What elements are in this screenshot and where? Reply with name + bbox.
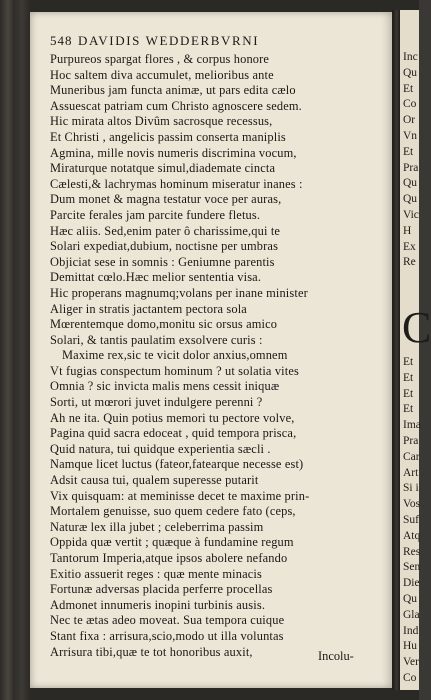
text-line: Agmina, mille novis numeris discrimina vocum, [50, 145, 297, 160]
facing-line-fragment: Pra [403, 161, 419, 174]
facing-line-fragment: Qu [403, 592, 418, 605]
text-line: Hic properans magnumq;volans per inane minister [50, 285, 308, 300]
text-line: Sorti, ut mœrori juvet indulgere perenni ? [50, 395, 263, 410]
poem-text [50, 52, 390, 660]
text-line: Hoc saltem diva accumulet, melioribus ante [50, 67, 274, 82]
catchword: Incolu- [318, 649, 354, 663]
facing-line-fragment: Vos [403, 498, 421, 511]
facing-line-fragment: Et [403, 403, 414, 416]
text-line: Fortunæ adversas placida perferre procellas [50, 582, 273, 597]
facing-line-fragment: Et [403, 387, 414, 400]
text-line: Purpureos spargat flores , & corpus honore [50, 52, 270, 66]
facing-line-fragment: Et [403, 145, 414, 158]
text-line: Stant fixa : arrisura,scio,modo ut illa voluntas [50, 628, 284, 643]
text-line: Oppida quæ vertit ; quæque à fundamine regum [50, 535, 294, 550]
facing-page-upper-text [403, 50, 425, 271]
facing-line-fragment: Et [403, 371, 414, 384]
facing-line-fragment: Hu [403, 640, 418, 653]
text-line: Maxime rex,sic te vicit dolor anxius,omnem [62, 348, 288, 363]
text-line: Solari expediat,dubium, noctisne per umbras [50, 239, 279, 254]
text-line: Nec te ætas adeo moveat. Sua tempora cuique [50, 613, 285, 628]
text-line: Solari, & tantis paulatim exsolvere curis : [50, 332, 263, 347]
facing-line-fragment: Vn [403, 129, 418, 142]
facing-line-fragment: Ex [403, 240, 416, 253]
text-line: Aliger in stratis jactantem pectora sola [50, 301, 247, 316]
facing-page-initial: C [402, 303, 431, 352]
text-line: Hæc aliis. Sed,enim pater ô charissime,qui te [50, 223, 281, 238]
text-line: Admonet innumeris inopini turbinis ausis. [50, 597, 266, 612]
facing-line-fragment: Si i [403, 482, 419, 495]
text-line: Dum monet & magna testatur voce per auras, [50, 192, 282, 207]
facing-line-fragment: Suf [403, 513, 419, 526]
facing-line-fragment: Et [403, 356, 414, 368]
facing-line-fragment: Qu [403, 193, 418, 206]
facing-line-fragment: Sen [403, 561, 421, 574]
running-head: DAVIDIS WEDDERBVRNI [78, 33, 260, 48]
facing-page-lower-text [403, 355, 425, 687]
facing-line-fragment: Vic [403, 208, 419, 221]
facing-line-fragment: Die [403, 577, 420, 590]
text-line: Exitio assuerit reges : quæ mente minacis [50, 566, 262, 581]
text-line: Pagina quid sacra edoceat , quid tempora prisca, [50, 426, 297, 441]
text-line: Tantorum Imperia,atque ipsos abolere nefando [50, 551, 288, 565]
book-gutter [392, 10, 400, 690]
text-line: Et Christi , angelicis passim conserta maniplis [50, 129, 286, 144]
page-header [50, 33, 382, 51]
facing-line-fragment: Res [403, 545, 421, 558]
text-line: Namque licet luctus (fateor,fatearque necesse est) [50, 457, 304, 472]
text-line: Parcite ferales jam parcite fundere fletus. [50, 207, 261, 222]
facing-line-fragment: H [403, 224, 412, 237]
text-line: Hic mirata altos Divûm sacrosque recessus, [50, 114, 273, 129]
text-line: Ah ne ita. Quin potius memori tu pectore volve, [50, 410, 295, 425]
text-line: Vix quisquam: at meminisse decet te maxime prin- [50, 488, 310, 503]
facing-line-fragment: Ind [403, 624, 419, 637]
facing-line-fragment: Atq [403, 529, 421, 542]
text-line: Arrisura tibi,quæ te tot honoribus auxit, [50, 644, 253, 659]
text-line: Muneribus jam functa animæ, ut pars edita cælo [50, 83, 296, 98]
text-line: Cælesti,& lachrymas hominum miseratur inanes : [50, 176, 303, 191]
text-line: Demittat cœlo.Hæc melior sententia visa. [50, 270, 262, 285]
text-line: Quid natura, tui quidque experientia sæcli . [50, 441, 271, 456]
facing-line-fragment: Gla [403, 608, 420, 621]
text-line: Vt fugias conspectum hominum ? ut solatia vites [50, 363, 299, 378]
facing-line-fragment: Qu [403, 177, 418, 190]
text-line: Miraturque notatque simul,diademate cincta [50, 161, 276, 176]
facing-line-fragment: Et [403, 82, 414, 95]
facing-line-fragment: Ver [403, 656, 419, 669]
facing-line-fragment: Pra [403, 434, 419, 447]
facing-line-fragment: Car [403, 450, 420, 463]
text-line: Adsit causa tui, qualem superesse putarit [50, 473, 259, 488]
text-line: Objiciat sese in somnis : Geniumne parentis [50, 254, 275, 269]
text-line: Assuescat patriam cum Christo agnoscere sedem. [50, 98, 302, 113]
facing-page-edge [400, 10, 431, 690]
text-line: Mœrentemque domo,monitu sic orsus amico [50, 317, 278, 332]
page-number: 548 [50, 33, 73, 48]
facing-line-fragment: Co [403, 671, 417, 684]
facing-line-fragment: Or [403, 114, 416, 127]
text-line: Omnia ? sic invicta malis mens cessit iniquæ [50, 379, 280, 394]
facing-line-fragment: Inc [403, 51, 418, 63]
facing-line-fragment: Re [403, 256, 416, 269]
facing-line-fragment: Ima [403, 419, 421, 432]
facing-line-fragment: Art [403, 466, 419, 479]
text-line: Mortalem genuisse, suo quem cedere fato (ceps, [50, 504, 296, 519]
facing-line-fragment: Co [403, 98, 417, 111]
text-line: Naturæ lex illa jubet ; celeberrima passim [50, 519, 264, 534]
facing-line-fragment: Qu [403, 66, 418, 79]
